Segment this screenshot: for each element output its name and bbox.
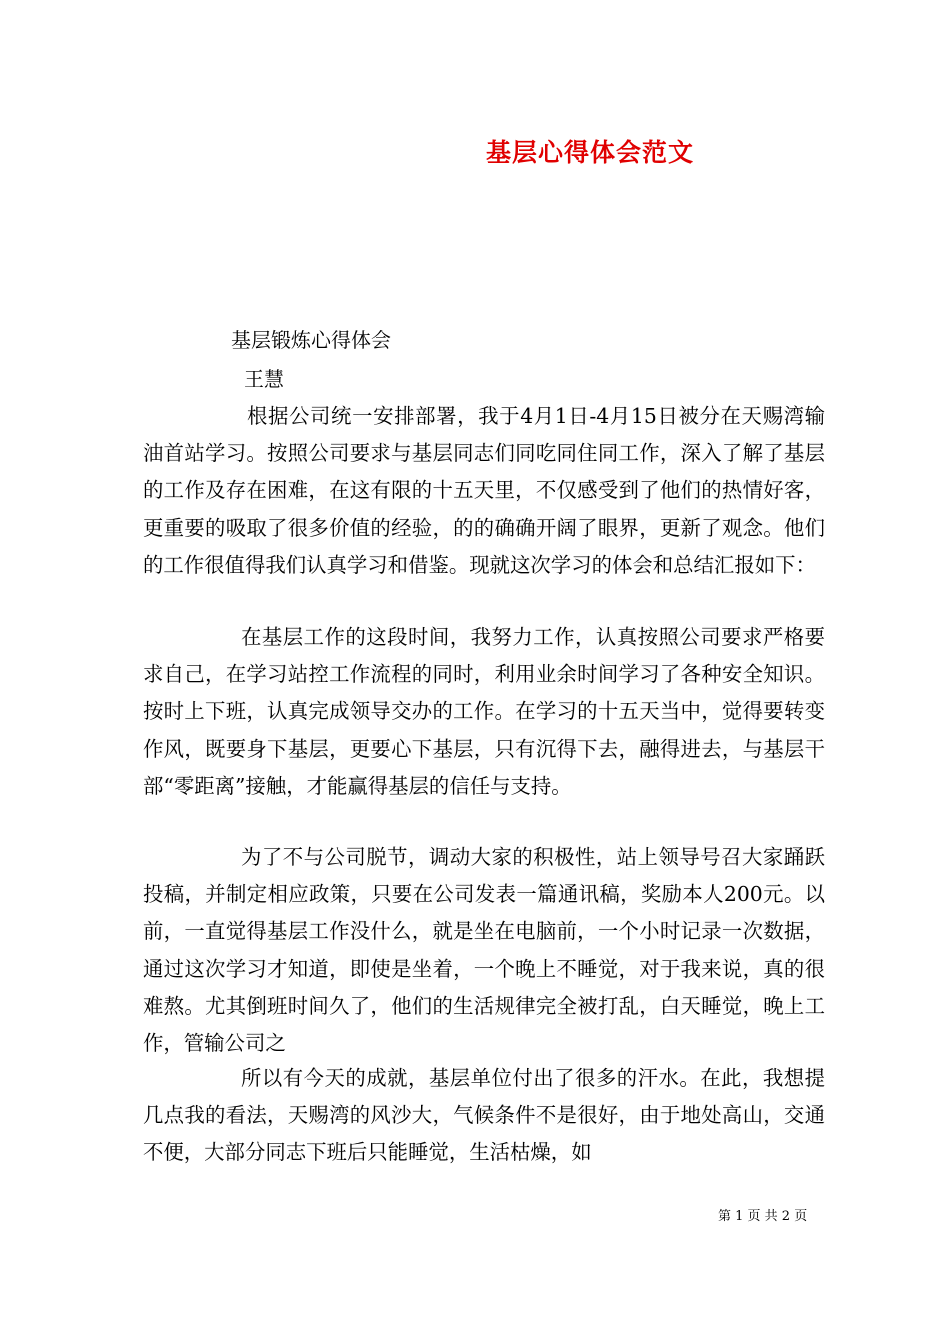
page-number-footer: 第 1 页 共 2 页	[718, 1209, 808, 1224]
body-paragraph: 在基层工作的这段时间，我努力工作，认真按照公司要求严格要求自己，在学习站控工作流程的同时，利用业余时间学习了各种安全知识。按时上下班，认真完成领导交办的工作。在学习的十五天当中，觉得要转变作风，既要身下基层，更要心下基层，只有沉得下去，融得进去，与基层干部“零距离”接触，才能赢得基层的信任与支持。	[143, 625, 825, 798]
document-title: 基层心得体会范文	[486, 138, 695, 167]
author-name: 王慧	[244, 367, 284, 391]
body-paragraph: 所以有今天的成就，基层单位付出了很多的汗水。在此，我想提几点我的看法，天赐湾的风沙大，气候条件不是很好，由于地处高山，交通不便，大部分同志下班后只能睡觉，生活枯燥，如	[143, 1066, 825, 1165]
article-subtitle: 基层锻炼心得体会	[231, 328, 391, 352]
body-paragraph: 为了不与公司脱节，调动大家的积极性，站上领导号召大家踊跃投稿，并制定相应政策，只要在公司发表一篇通讯稿，奖励本人200元。以前，一直觉得基层工作没什么，就是坐在电脑前，一个小时记录一次数据，通过这次学习才知道，即使是坐着，一个晚上不睡觉，对于我来说，真的很难熬。尤其倒班时间久了，他们的生活规律完全被打乱，白天睡觉，晚上工作，管输公司之	[143, 845, 825, 1056]
body-paragraph: 根据公司统一安排部署，我于4月1日-4月15日被分在天赐湾输油首站学习。按照公司要求与基层同志们同吃同住同工作，深入了解了基层的工作及存在困难，在这有限的十五天里，不仅感受到了他们的热情好客，更重要的吸取了很多价值的经验，的的确确开阔了眼界，更新了观念。他们的工作很值得我们认真学习和借鉴。现就这次学习的体会和总结汇报如下：	[143, 404, 825, 577]
